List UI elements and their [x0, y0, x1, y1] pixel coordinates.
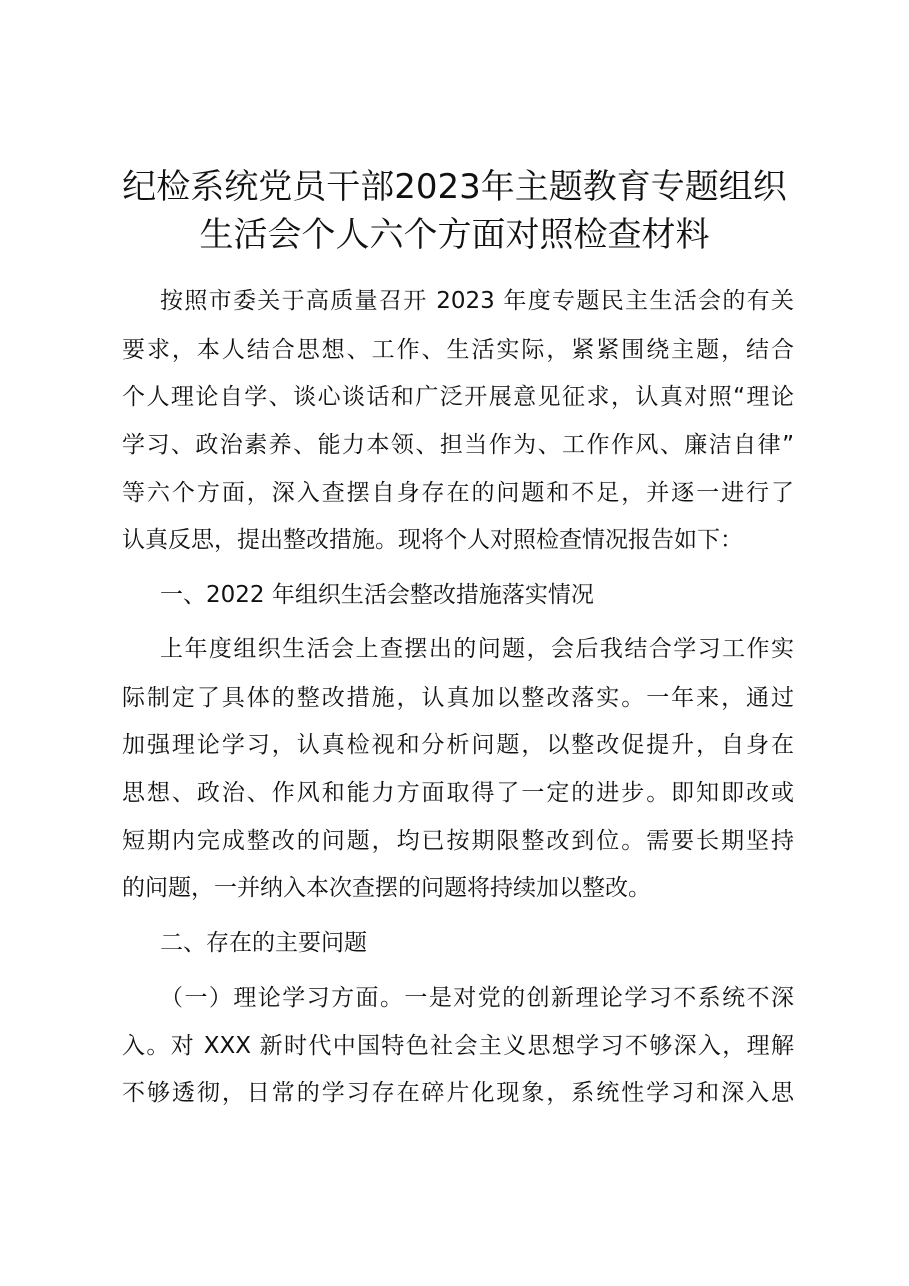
intro-line: 学习、政治素养、能力本领、担当作为、工作作风、廉洁自律”: [122, 432, 794, 458]
section-2-line: 入。对 XXX 新时代中国特色社会主义思想学习不够深入，理解: [122, 1033, 794, 1059]
document-title-line-1: 纪检系统党员干部2023年主题教育专题组织: [122, 167, 787, 207]
section-2-heading: 二、存在的主要问题: [160, 930, 367, 956]
intro-line: 按照市委关于高质量召开 2023 年度专题民主生活会的有关: [160, 288, 794, 314]
intro-line: 等六个方面，深入查摆自身存在的问题和不足，并逐一进行了: [122, 480, 794, 506]
document-title-line-2: 生活会个人六个方面对照检查材料: [199, 215, 710, 255]
section-1-line: 际制定了具体的整改措施，认真加以整改落实。一年来，通过: [122, 685, 794, 711]
section-1-line: 思想、政治、作风和能力方面取得了一定的进步。即知即改或: [122, 780, 794, 806]
section-1-line: 加强理论学习，认真检视和分析问题，以整改促提升，自身在: [122, 732, 794, 758]
section-1-line: 短期内完成整改的问题，均已按期限整改到位。需要长期坚持: [122, 828, 794, 854]
section-1-line: 上年度组织生活会上查摆出的问题，会后我结合学习工作实: [160, 636, 794, 662]
intro-line: 个人理论自学、谈心谈话和广泛开展意见征求，认真对照“理论: [122, 384, 794, 410]
section-2-line: （一）理论学习方面。一是对党的创新理论学习不系统不深: [160, 985, 794, 1011]
intro-line: 认真反思，提出整改措施。现将个人对照检查情况报告如下：: [122, 527, 743, 553]
section-1-heading: 一、2022 年组织生活会整改措施落实情况: [160, 582, 594, 608]
intro-line: 要求，本人结合思想、工作、生活实际，紧紧围绕主题，结合: [122, 337, 794, 363]
section-2-line: 不够透彻，日常的学习存在碎片化现象，系统性学习和深入思: [122, 1080, 794, 1106]
section-1-line: 的问题，一并纳入本次查摆的问题将持续加以整改。: [122, 875, 651, 901]
